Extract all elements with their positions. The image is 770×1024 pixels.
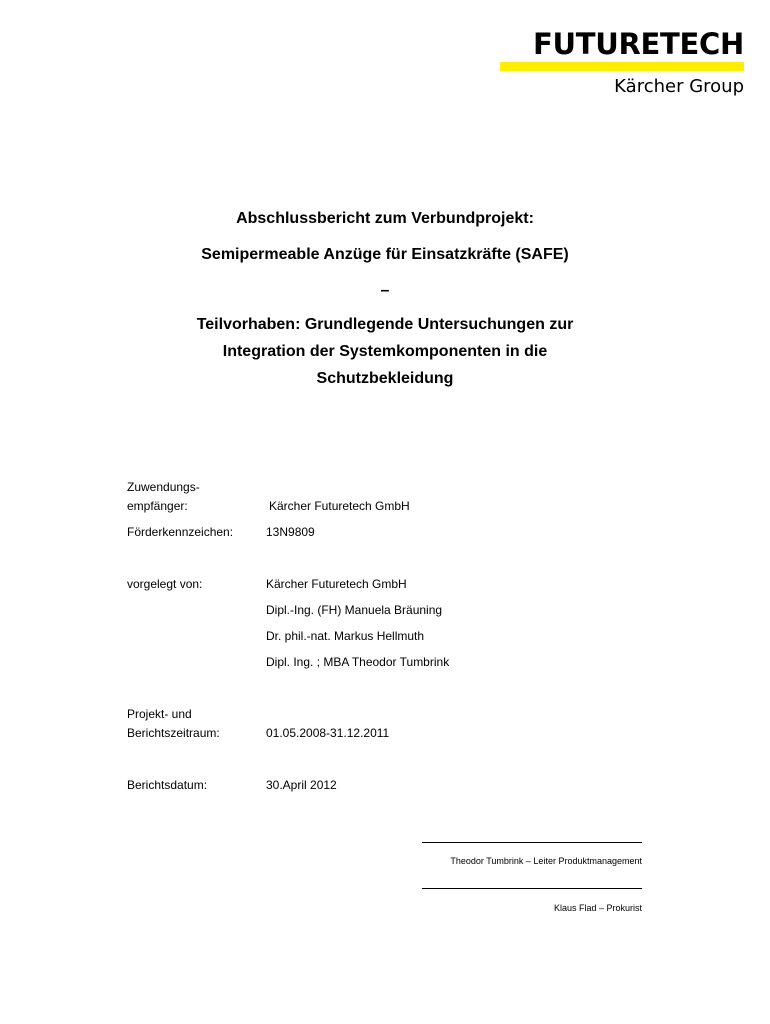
title-dash: – [380, 282, 390, 299]
grant-number-value: 13N9809 [266, 525, 315, 539]
report-title: Abschlussbericht zum Verbundprojekt: [236, 210, 534, 227]
project-title: Semipermeable Anzüge für Einsatzkräfte (SAFE) [201, 246, 569, 263]
grant-number-label: Förderkennzeichen: [127, 525, 234, 539]
signature-line-1 [422, 842, 642, 843]
report-date-label: Berichtsdatum: [127, 778, 208, 792]
submitted-by-person-2: Dr. phil.-nat. Markus Hellmuth [266, 629, 425, 643]
period-value: 01.05.2008-31.12.2011 [266, 726, 390, 740]
recipient-label-line-2: empfänger: [127, 499, 188, 513]
subproject-title-line-3: Schutzbekleidung [316, 370, 454, 387]
report-date-value: 30.April 2012 [266, 778, 337, 792]
period-label-line-2: Berichtszeitraum: [127, 726, 220, 740]
recipient-label-line-1: Zuwendungs- [127, 480, 200, 494]
subproject-title-line-1: Teilvorhaben: Grundlegende Untersuchungen zur [196, 316, 574, 333]
period-label-line-1: Projekt- und [127, 707, 192, 721]
futuretech-logo [500, 28, 744, 98]
subproject-title-line-2: Integration der Systemkomponenten in die [222, 343, 548, 360]
signature-line-2 [422, 888, 642, 889]
signature-caption-2: Klaus Flad – Prokurist [553, 903, 642, 913]
recipient-value: Kärcher Futuretech GmbH [269, 499, 410, 513]
subproject-title [0, 311, 770, 392]
submitted-by-person-3: Dipl. Ing. ; MBA Theodor Tumbrink [266, 655, 450, 669]
logo-yellow-bar [500, 62, 744, 71]
submitted-by-label: vorgelegt von: [127, 577, 203, 591]
submitted-by-person-1: Dipl.-Ing. (FH) Manuela Bräuning [266, 603, 443, 617]
logo-group-text: Kärcher Group [614, 76, 744, 97]
signature-caption-1: Theodor Tumbrink – Leiter Produktmanagement [450, 856, 642, 866]
submitted-by-company: Kärcher Futuretech GmbH [266, 577, 407, 591]
logo-brand-text: FUTURETECH [533, 27, 744, 61]
